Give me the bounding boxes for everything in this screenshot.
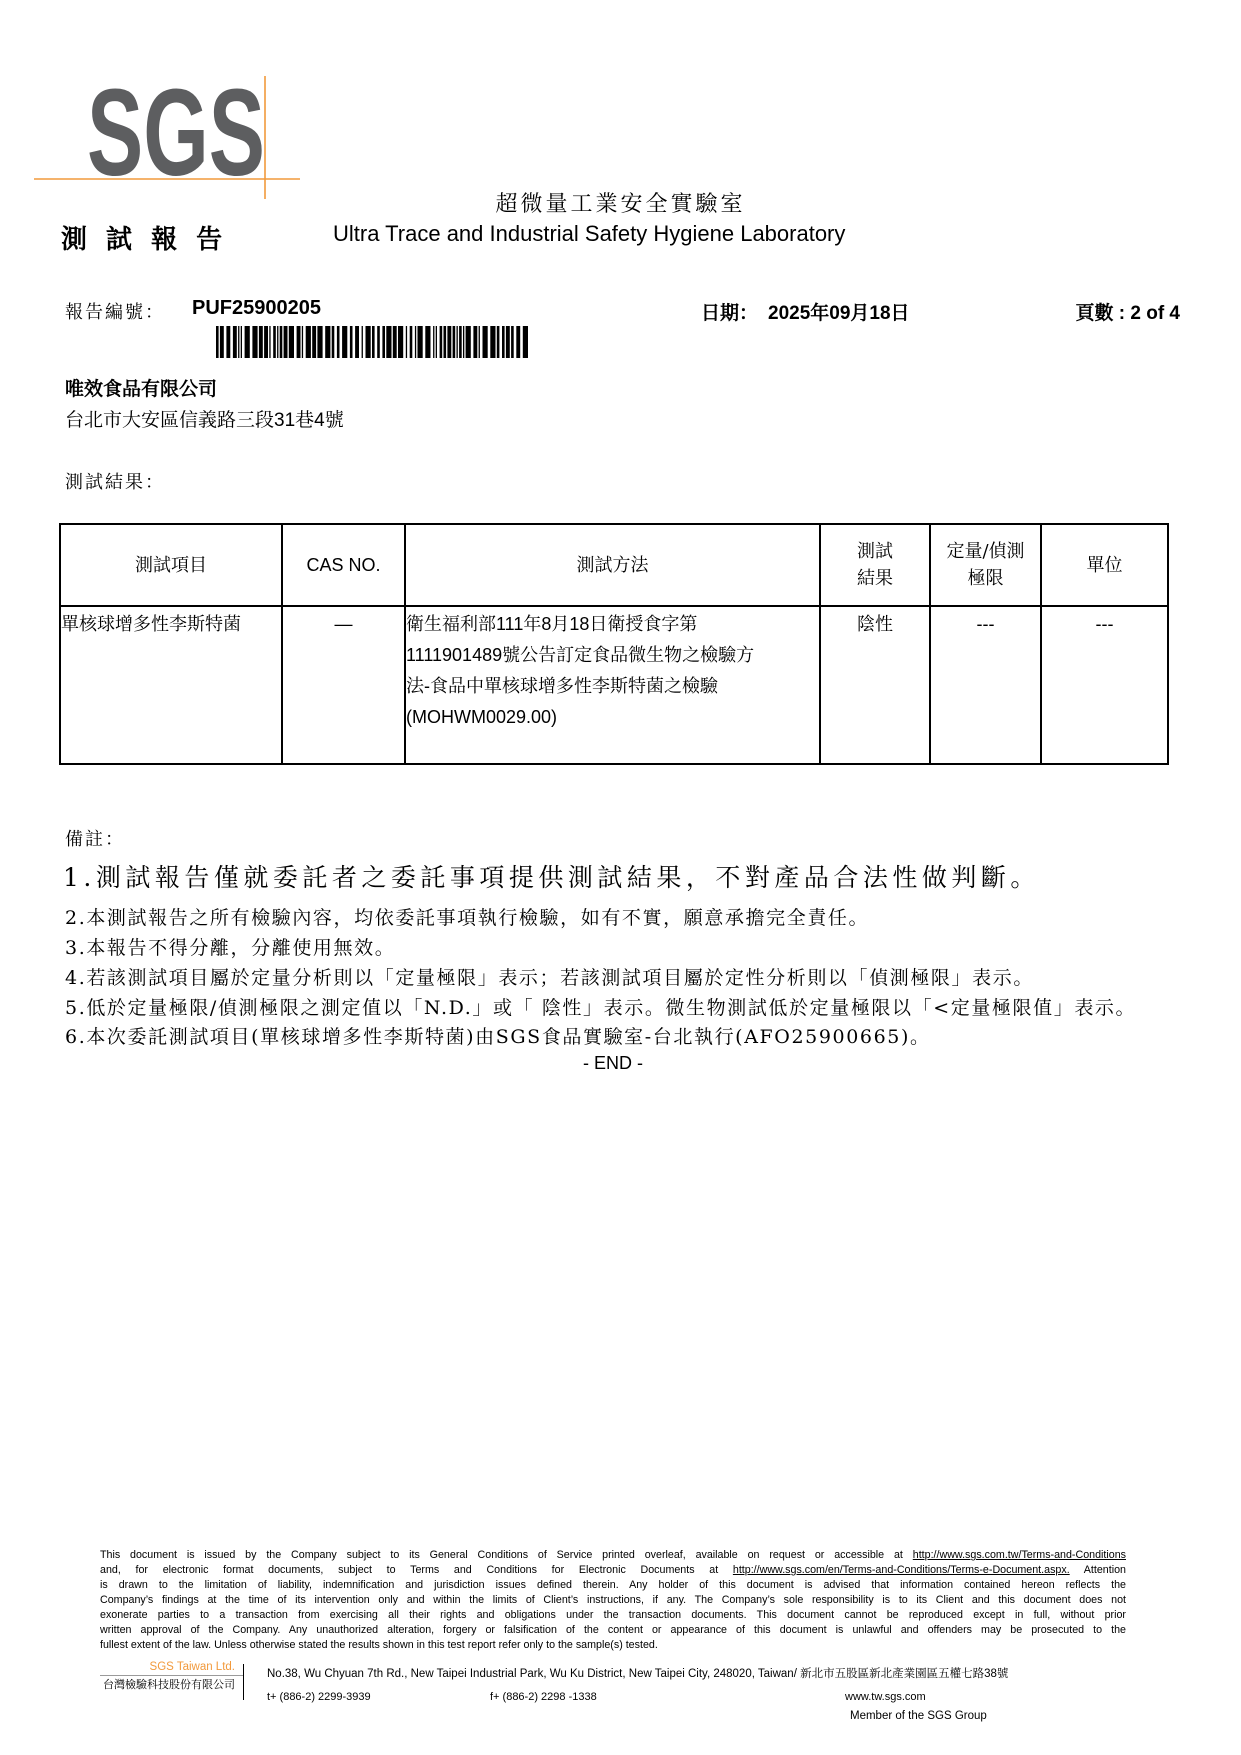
header-test-method (405, 524, 820, 606)
barcode-bar (516, 326, 520, 358)
end-marker: - END - (583, 1053, 643, 1073)
cell-limit: --- (930, 606, 1041, 764)
lab-name-zh: 超微量工業安全實驗室 (495, 192, 746, 217)
barcode-bar (350, 326, 353, 358)
report-date: 2025年09月18日 (768, 303, 910, 324)
note-item: 2.本測試報告之所有檢驗內容，均依委託事項執行檢驗，如有不實，願意承擔完全責任。 (65, 907, 870, 929)
disclaimer-line: Company’s findings at the time of its intervention only and within the limits of Client’s instructions, if any. The Company’s sole responsibility is to its Client and this document does not (100, 1594, 1126, 1606)
company-phone: t+ (886-2) 2299-3939 (267, 1691, 371, 1703)
report-number-label: 報告編號： (65, 302, 165, 323)
header-unit (1041, 524, 1168, 606)
footer-divider-vertical (243, 1664, 244, 1700)
barcode-bar (447, 326, 451, 358)
barcode-bar (280, 326, 283, 358)
header-label: 極限 (967, 568, 1004, 589)
barcode-bar (386, 326, 391, 358)
method-line: 衛生福利部111年8月18日衛授食字第 (406, 614, 698, 634)
barcode-bar (497, 326, 500, 358)
barcode-bar (453, 326, 456, 358)
barcode-bar (342, 326, 347, 358)
header-limit (930, 524, 1041, 606)
barcode-bar (479, 326, 480, 358)
barcode-bar (393, 326, 397, 358)
barcode-bar (306, 326, 311, 358)
note-item: 5.低於定量極限/偵測極限之測定值以「N.D.」或「 陰性」表示。微生物測試低於定量極限以「<定量極限值」表示。 (65, 997, 1137, 1019)
company-name-en: SGS Taiwan Ltd. (149, 1661, 235, 1673)
client-address: 台北市大安區信義路三段31巷4號 (65, 410, 344, 431)
barcode-bar (406, 326, 407, 358)
barcode-bar (238, 326, 239, 358)
barcode-bar (241, 326, 242, 358)
barcode-bar (302, 326, 303, 358)
disclaimer-line: fullest extent of the law. Unless otherwise stated the results shown in this test report refer only to the sample(s) tested. (100, 1639, 658, 1651)
barcode-bar (410, 326, 413, 358)
lab-name-en: Ultra Trace and Industrial Safety Hygiene Laboratory (333, 221, 846, 246)
barcode-bar (312, 326, 316, 358)
barcode-bar (490, 326, 495, 358)
barcode-bar (259, 326, 263, 358)
barcode-bar (289, 326, 294, 358)
header-label: 測試項目 (135, 554, 207, 576)
terms-link[interactable]: http://www.sgs.com.tw/Terms-and-Conditions (912, 1549, 1126, 1561)
header-label: 測試 (857, 541, 893, 562)
note-item: 6.本次委託測試項目(單核球增多性李斯特菌)由SGS食品實驗室-台北執行(AFO25900665)。 (65, 1026, 931, 1048)
barcode-bar (506, 326, 510, 358)
barcode-bar (433, 326, 434, 358)
barcode-bar (398, 326, 403, 358)
barcode-bar (325, 326, 330, 358)
barcode-bar (457, 326, 458, 358)
barcode-bar (252, 326, 257, 358)
disclaimer-line: exonerate parties to a transaction from exercising all their rights and obligations under the transaction documents. This document cannot be reproduced except in full, without prior (100, 1609, 1126, 1621)
disclaimer-line (100, 1563, 1126, 1578)
disclaimer-line: written approval of the Company. Any unauthorized alteration, forgery or falsification of the content or appearance of this document is unlawful and offenders may be prosecuted to the (100, 1624, 1126, 1636)
barcode-bar (269, 326, 270, 358)
table-row (60, 606, 1168, 764)
barcode-bar (440, 326, 443, 358)
results-table (59, 523, 1169, 765)
barcode-bar (284, 326, 288, 358)
barcode-bar (226, 326, 230, 358)
barcode-bar (502, 326, 505, 358)
cell-unit: --- (1041, 606, 1168, 764)
cell-test-item: 單核球增多性李斯特菌 (60, 606, 282, 764)
barcode-bar (511, 326, 514, 358)
company-name-zh: 台灣檢驗科技股份有限公司 (103, 1678, 235, 1691)
page-count: 頁數 : 2 of 4 (1075, 303, 1180, 324)
disclaimer-text: This document is issued by the Company subject to its General Conditions of Service printed overleaf, available on request or accessible at (100, 1549, 913, 1561)
logo-text: SGS (87, 65, 265, 202)
barcode-bar (264, 326, 268, 358)
barcode-bar (220, 326, 224, 358)
barcode-bar (297, 326, 301, 358)
cell-test-result: 陰性 (820, 606, 930, 764)
header-label: 結果 (857, 568, 893, 589)
header-label: 單位 (1086, 554, 1123, 576)
header-label: CAS NO. (306, 554, 381, 575)
test-results-label: 測試結果： (65, 472, 165, 493)
table-header-row (60, 524, 1168, 606)
barcode-bar (444, 326, 447, 358)
barcode-bar (273, 326, 276, 358)
barcode-bar (332, 326, 335, 358)
document-title: 測 試 報 告 (61, 225, 228, 255)
sgs-group-member: Member of the SGS Group (850, 1710, 987, 1722)
barcode-bar (216, 326, 219, 358)
barcode-bar (355, 326, 359, 358)
header-test-result (820, 524, 930, 606)
disclaimer-text: and, for electronic format documents, subject to Terms and Conditions for Electronic Documents at (100, 1564, 733, 1576)
note-item: 1.測試報告僅就委託者之委託事項提供測試結果，不對產品合法性做判斷。 (63, 863, 1040, 892)
barcode-bar (245, 326, 250, 358)
note-item: 3.本報告不得分離，分離使用無效。 (65, 937, 396, 959)
header-label: 測試方法 (576, 554, 649, 576)
barcode-bar (233, 326, 237, 358)
barcode-bar (425, 326, 430, 358)
barcode-bar (382, 326, 385, 358)
e-document-terms-link[interactable]: http://www.sgs.com/en/Terms-and-Conditions/Terms-e-Document.aspx. (732, 1564, 1070, 1576)
note-item: 4.若該測試項目屬於定量分析則以「定量極限」表示；若該測試項目屬於定性分析則以「偵測極限」表示。 (65, 967, 1034, 989)
cell-test-method (405, 606, 820, 764)
header-test-item (60, 524, 282, 606)
method-line: 1111901489號公告訂定食品微生物之檢驗方 (406, 645, 755, 665)
sgs-logo (30, 65, 305, 205)
barcode (216, 326, 532, 358)
method-line: 法-食品中單核球增多性李斯特菌之檢驗 (406, 676, 718, 696)
company-address: No.38, Wu Chyuan 7th Rd., New Taipei Industrial Park, Wu Ku District, New Taipei City, 248020, Taiwan/ 新北市五股區新北產業園區五權七路38號 (267, 1668, 1009, 1680)
barcode-bar (337, 326, 340, 358)
barcode-bar (466, 326, 471, 358)
report-date-label: 日期： (701, 303, 759, 324)
barcode-bar (415, 326, 416, 358)
method-line: (MOHWM0029.00) (406, 707, 558, 727)
cell-cas-no: — (282, 606, 405, 764)
barcode-bar (436, 326, 437, 358)
barcode-bar (372, 326, 375, 358)
barcode-bar (317, 326, 322, 358)
header-cas-no (282, 524, 405, 606)
barcode-bar (523, 326, 528, 358)
disclaimer-line: is drawn to the limitation of liability, indemnification and jurisdiction issues defined therein. Any holder of this document is advised that information contained hereon reflects the (100, 1579, 1126, 1591)
disclaimer-text: Attention (1069, 1564, 1126, 1576)
report-number: PUF25900205 (192, 297, 321, 319)
barcode-bar (366, 326, 371, 358)
barcode-bar (362, 326, 363, 358)
barcode-bar (377, 326, 380, 358)
client-name: 唯效食品有限公司 (65, 379, 218, 400)
disclaimer-line (100, 1548, 1126, 1563)
barcode-bar (277, 326, 278, 358)
barcode-bar (459, 326, 462, 358)
header-label: 定量/偵測 (946, 541, 1025, 562)
barcode-bar (473, 326, 477, 358)
company-fax: f+ (886-2) 2298 -1338 (490, 1691, 597, 1703)
disclaimer (100, 1548, 1126, 1653)
notes-label: 備註： (65, 829, 125, 850)
barcode-bar (483, 326, 488, 358)
barcode-bar (463, 326, 464, 358)
company-website: www.tw.sgs.com (845, 1691, 926, 1703)
barcode-bar (418, 326, 423, 358)
